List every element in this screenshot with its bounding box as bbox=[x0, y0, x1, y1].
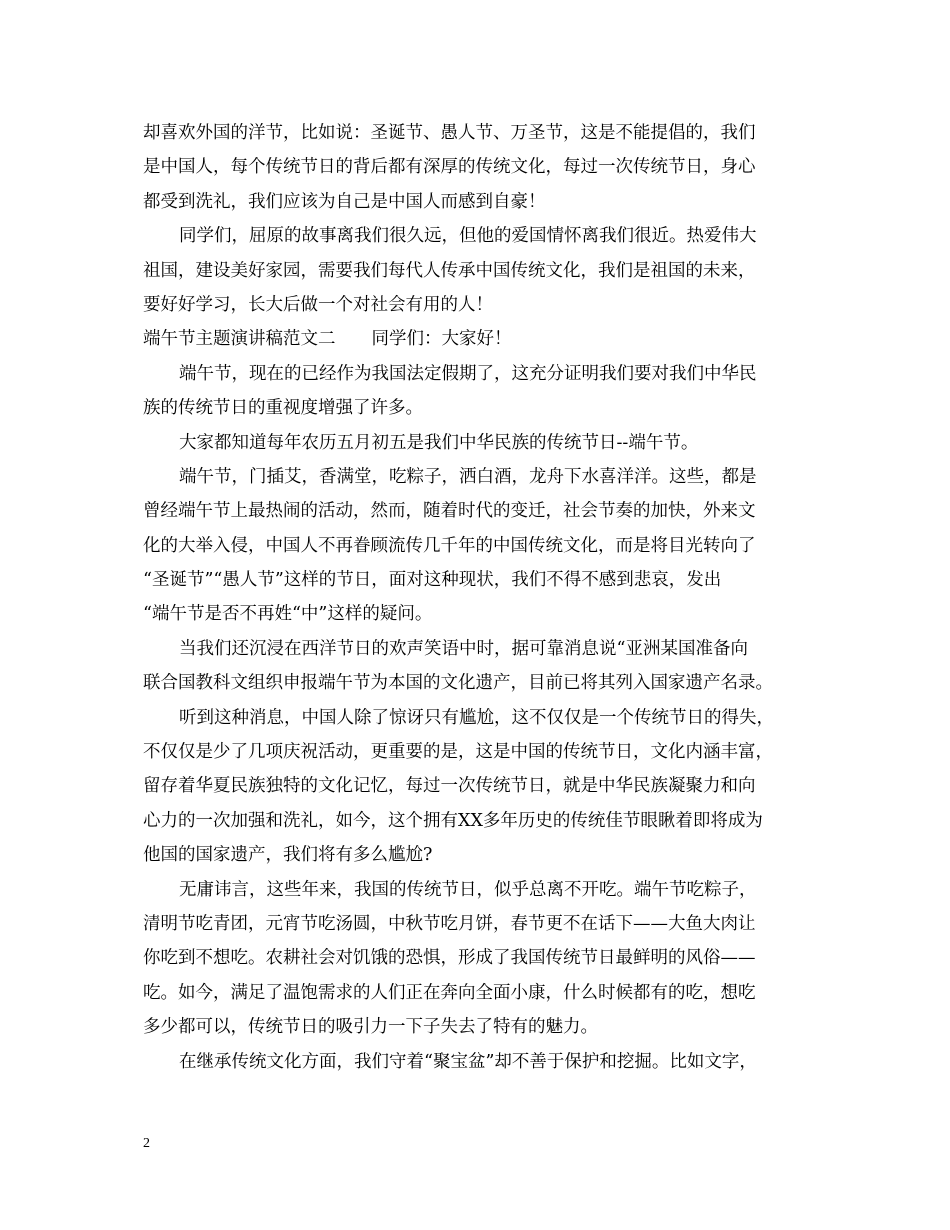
text-line: 你吃到不想吃。农耕社会对饥饿的恐惧，形成了我国传统节日最鲜明的风俗—— bbox=[143, 948, 756, 969]
section-heading-line bbox=[143, 322, 823, 356]
paragraph-start-line: 听到这种消息，中国人除了惊讶只有尴尬，这不仅仅是一个传统节日的得失， bbox=[179, 707, 774, 728]
paragraph-start-line: 大家都知道每年农历五月初五是我们中华民族的传统节日--端午节。 bbox=[179, 432, 699, 453]
text-line: “圣诞节”“愚人节”这样的节日，面对这种现状，我们不得不感到悲哀，发出 bbox=[143, 570, 722, 591]
text-line: 都受到洗礼，我们应该为自己是中国人而感到自豪！ bbox=[143, 191, 546, 212]
text-line: 是中国人，每个传统节日的背后都有深厚的传统文化，每过一次传统节日，身心 bbox=[143, 157, 756, 178]
text-line: 族的传统节日的重视度增强了许多。 bbox=[143, 398, 423, 419]
text-line: 联合国教科文组织申报端午节为本国的文化遗产，目前已将其列入国家遗产名录。 bbox=[143, 673, 773, 694]
text-line: 不仅仅是少了几项庆祝活动，更重要的是，这是中国的传统节日，文化内涵丰富， bbox=[143, 742, 773, 763]
text-line: 多少都可以，传统节日的吸引力一下子失去了特有的魅力。 bbox=[143, 1017, 598, 1038]
section-title: 端午节主题演讲稿范文二 bbox=[143, 329, 336, 350]
paragraph-start-line: 在继承传统文化方面，我们守着“聚宝盆”却不善于保护和挖掘。比如文字， bbox=[179, 1051, 757, 1072]
section-greeting: 同学们：大家好！ bbox=[371, 329, 512, 350]
document-body bbox=[143, 116, 823, 1079]
paragraph-start-line: 当我们还沉浸在西洋节日的欢声笑语中时，据可靠消息说“亚洲某国准备向 bbox=[179, 638, 748, 659]
text-line: 化的大举入侵，中国人不再眷顾流传几千年的中国传统文化，而是将目光转向了 bbox=[143, 535, 756, 556]
paragraph-start-line: 端午节，门插艾，香满堂，吃粽子，洒白酒，龙舟下水喜洋洋。这些，都是 bbox=[179, 466, 757, 487]
text-line: “端午节是否不再姓“中”这样的疑问。 bbox=[143, 604, 433, 625]
text-line: 吃。如今，满足了温饱需求的人们正在奔向全面小康，什么时候都有的吃，想吃 bbox=[143, 982, 756, 1003]
paragraph-start-line: 端午节，现在的已经作为我国法定假期了，这充分证明我们要对我们中华民 bbox=[179, 363, 757, 384]
text-line: 曾经端午节上最热闹的活动，然而，随着时代的变迁，社会节奏的加快，外来文 bbox=[143, 501, 756, 522]
text-line: 留存着华夏民族独特的文化记忆，每过一次传统节日，就是中华民族凝聚力和向 bbox=[143, 776, 756, 797]
text-line: 却喜欢外国的洋节，比如说：圣诞节、愚人节、万圣节，这是不能提倡的，我们 bbox=[143, 123, 756, 143]
text-line: 清明节吃青团，元宵节吃汤圆，中秋节吃月饼，春节更不在话下——大鱼大肉让 bbox=[143, 913, 756, 934]
page-number: 2 bbox=[143, 1136, 150, 1151]
text-line: 要好好学习，长大后做一个对社会有用的人！ bbox=[143, 294, 493, 315]
paragraph-start-line: 无庸讳言，这些年来，我国的传统节日，似乎总离不开吃。端午节吃粽子， bbox=[179, 879, 757, 900]
text-line: 他国的国家遗产，我们将有多么尴尬? bbox=[143, 845, 433, 866]
text-line: 祖国，建设美好家园，需要我们每代人传承中国传统文化，我们是祖国的未来， bbox=[143, 260, 756, 281]
paragraph-start-line: 同学们，屈原的故事离我们很久远，但他的爱国情怀离我们很近。热爱伟大 bbox=[179, 226, 757, 247]
text-line: 心力的一次加强和洗礼，如今，这个拥有XX多年历史的传统佳节眼瞅着即将成为 bbox=[143, 810, 763, 831]
